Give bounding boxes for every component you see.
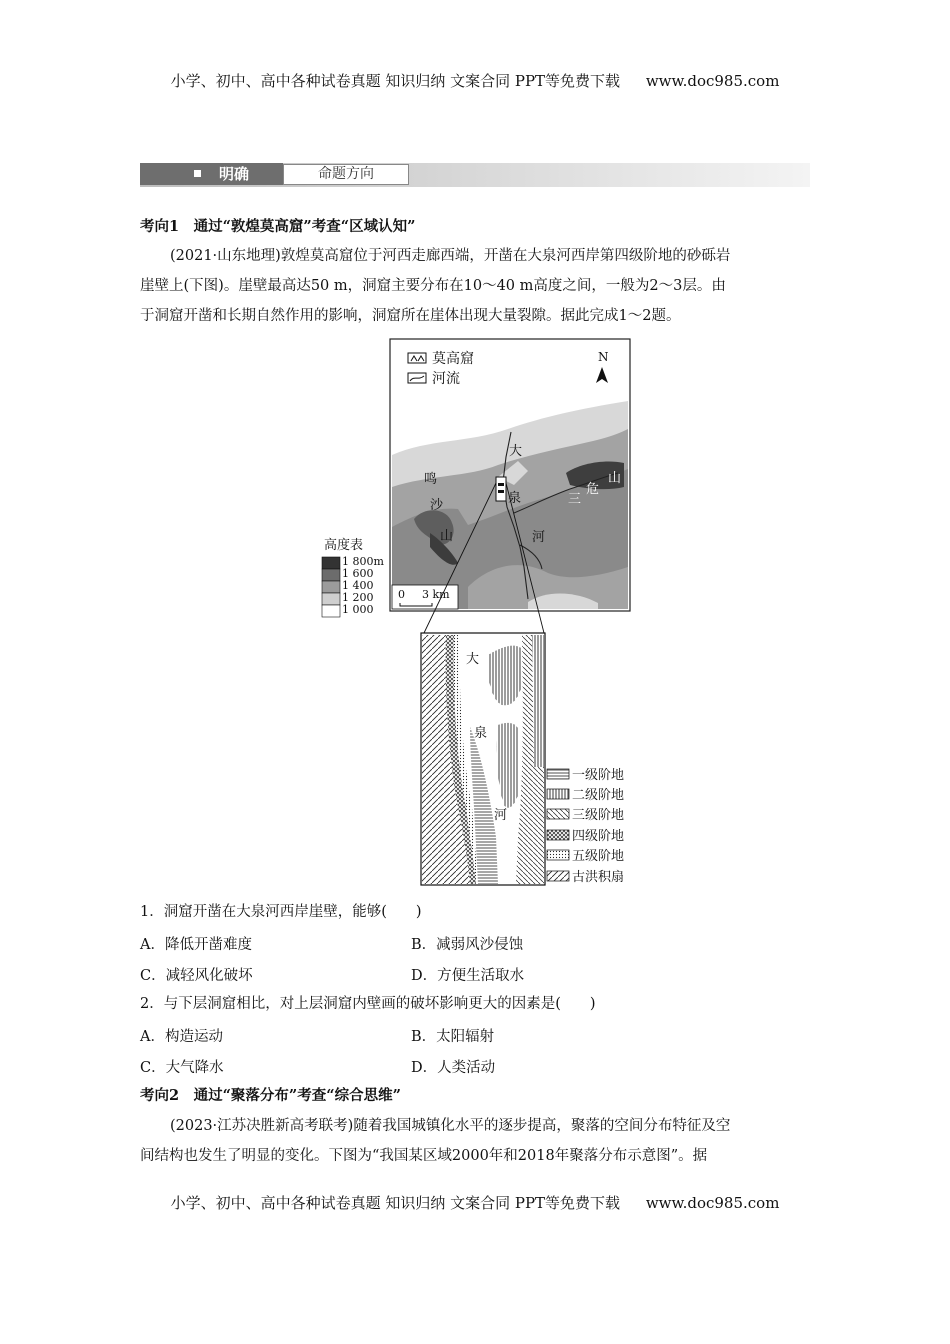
q1-option-d: D．方便生活取水 (411, 968, 525, 984)
section1-title: 考向1 通过“敦煌莫高窟”考查“区域认知” (140, 218, 416, 235)
question-2-stem: 2．与下层洞窟相比，对上层洞窟内壁画的破坏影响更大的因素是( ) (140, 996, 596, 1012)
section-banner (140, 163, 810, 187)
detail-label-quan: 泉 (474, 726, 488, 741)
section1-para-line-1: (2021·山东地理)敦煌莫高窟位于河西走廊西端，开凿在大泉河西岸第四级阶地的砂砾岩 (170, 248, 731, 264)
footer-text: 小学、初中、高中各种试卷真题 知识归纳 文案合同 PPT等免费下载 (170, 1194, 621, 1212)
mogao-map-figure (318, 337, 638, 889)
q2-option-d: D．人类活动 (411, 1060, 496, 1076)
legend-cave-label: 莫高窟 (432, 351, 474, 367)
terrace-3: 三级阶地 (572, 808, 625, 823)
elev-1800: 1 800m (342, 555, 384, 568)
section1-para-line-3: 于洞窟开凿和长期自然作用的影响，洞窟所在崖体出现大量裂隙。据此完成1～2题。 (140, 308, 681, 324)
label-he: 河 (532, 530, 546, 545)
section1-para-line-2: 崖壁上(下图)。崖壁最高达50 m，洞窟主要分布在10～40 m高度之间，一般为2～3层。由 (140, 278, 726, 294)
elevation-map (390, 339, 630, 611)
detail-label-da: 大 (466, 652, 480, 667)
q1-option-c: C．减轻风化破坏 (140, 968, 253, 984)
banner-dark-tab: 明确 (140, 163, 283, 185)
terrace-1: 一级阶地 (572, 768, 625, 783)
label-wei: 危 (586, 482, 600, 497)
q1-option-a: A．降低开凿难度 (140, 937, 252, 953)
elevation-legend (322, 537, 384, 617)
section2-para-line-1: (2023·江苏决胜新高考联考)随着我国城镇化水平的逐步提高，聚落的空间分布特征及空 (170, 1118, 731, 1134)
banner-light-tab: 命题方向 (283, 164, 409, 185)
label-quan: 泉 (508, 491, 522, 506)
page-header (0, 70, 950, 91)
scale-zero: 0 (398, 588, 405, 601)
elev-1400: 1 400 (342, 579, 374, 592)
terrace-5: 五级阶地 (572, 849, 625, 864)
label-sha: 沙 (430, 498, 444, 513)
q2-option-a: A．构造运动 (140, 1029, 223, 1045)
square-icon (194, 170, 201, 177)
label-da: 大 (509, 444, 523, 459)
section2-title: 考向2 通过“聚落分布”考查“综合思维” (140, 1087, 401, 1104)
header-text: 小学、初中、高中各种试卷真题 知识归纳 文案合同 PPT等免费下载 (170, 72, 621, 90)
north-label: N (598, 350, 609, 364)
q1-option-b: B．减弱风沙侵蚀 (411, 937, 524, 953)
terrace-2: 二级阶地 (572, 788, 625, 803)
q2-option-c: C．大气降水 (140, 1060, 224, 1076)
terrace-legend (547, 767, 624, 885)
page-footer (0, 1192, 950, 1213)
terrace-6: 古洪积扇 (572, 870, 625, 885)
q2-option-b: B．太阳辐射 (411, 1029, 495, 1045)
label-san: 三 (568, 492, 582, 507)
elev-1600: 1 600 (342, 567, 374, 580)
terrace-4: 四级阶地 (572, 829, 625, 844)
footer-url: www.doc985.com (645, 1194, 780, 1212)
scale-dist: 3 km (422, 588, 450, 601)
section2-para-line-2: 间结构也发生了明显的变化。下图为“我国某区域2000年和2018年聚落分布示意图”。据 (140, 1148, 708, 1164)
label-shan: 山 (440, 529, 454, 544)
elev-title: 高度表 (324, 538, 364, 553)
label-shan2: 山 (608, 471, 622, 486)
terrace-detail-panel (421, 633, 545, 885)
detail-label-he: 河 (494, 808, 508, 823)
elev-1000: 1 000 (342, 603, 374, 616)
elev-1200: 1 200 (342, 591, 374, 604)
legend-river-label: 河流 (432, 371, 460, 387)
label-ming: 鸣 (424, 472, 438, 487)
question-1-stem: 1．洞窟开凿在大泉河西岸崖壁，能够( ) (140, 904, 422, 920)
header-url: www.doc985.com (645, 72, 780, 90)
